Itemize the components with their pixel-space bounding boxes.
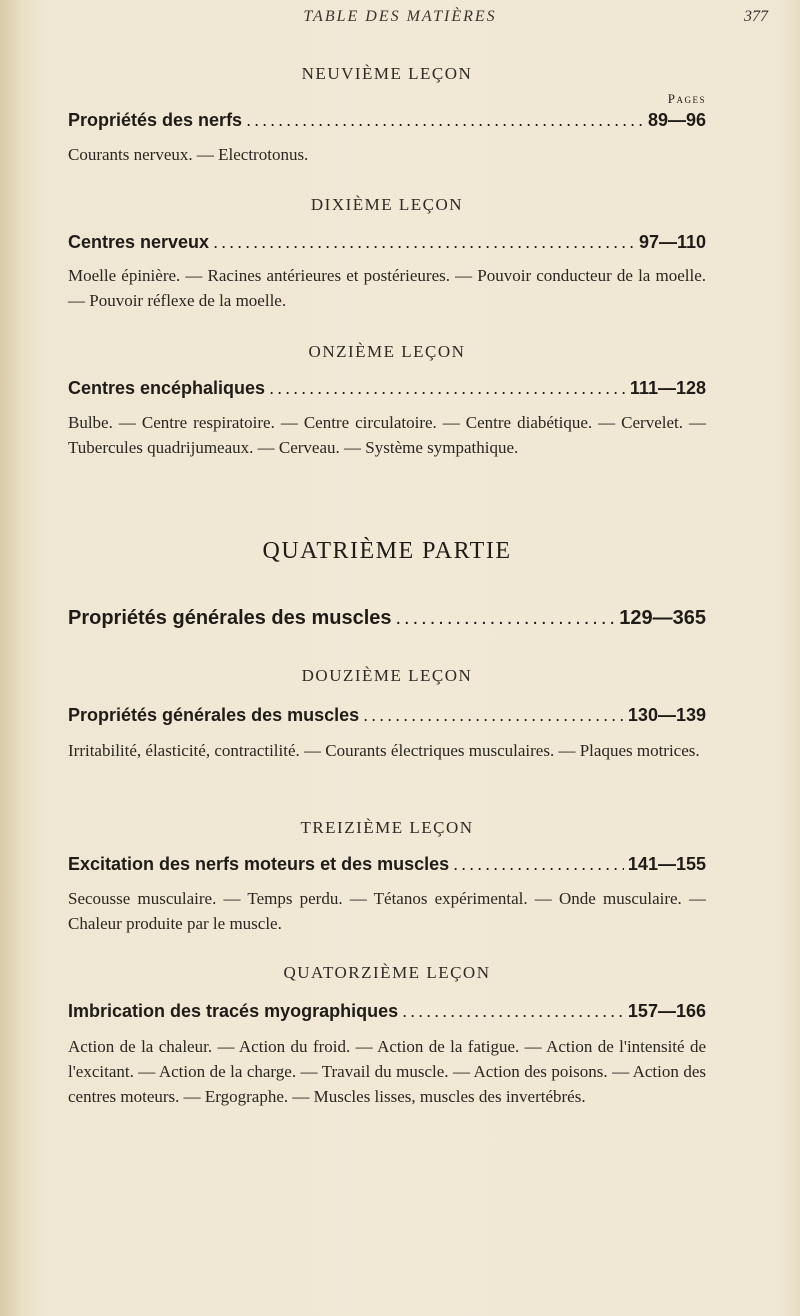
- entry-description: Irritabilité, élasticité, contractilité. — Courants électriques musculaires. — Plaques motrices.: [68, 741, 700, 760]
- entry-pages: 97—110: [638, 232, 706, 252]
- entry-title: Imbrication des tracés myographiques: [68, 1001, 399, 1021]
- entry-pages: 141—155: [627, 854, 706, 874]
- toc-entry: [68, 705, 706, 726]
- entry-description: Action de la chaleur. — Action du froid. — Action de la fatigue. — Action de l'intensité de l'excitant. — Action de la charge. — Travail du muscle. — Action des poisons. — Action des centres moteurs. — Ergographe. — Muscles lisses, muscles des invertébrés.: [68, 1037, 706, 1106]
- entry-title: Propriétés des nerfs: [68, 110, 243, 130]
- lecon-heading: ONZIÈME LEÇON: [308, 342, 466, 361]
- toc-entry: [68, 607, 706, 630]
- pages-label: Pages: [667, 91, 706, 106]
- entry-pages: 111—128: [629, 378, 706, 398]
- entry-title: Excitation des nerfs moteurs et des muscles: [68, 854, 450, 874]
- entry-title: Centres encéphaliques: [68, 378, 266, 398]
- page-header: [0, 6, 800, 30]
- leader-dots: [396, 607, 616, 630]
- lecon-heading: QUATORZIÈME LEÇON: [283, 963, 491, 982]
- entry-description: Moelle épinière. — Racines antérieures et postérieures. — Pouvoir conducteur de la moelle. — Pouvoir réflexe de la moelle.: [68, 266, 706, 310]
- entry-title: Centres nerveux: [68, 232, 210, 252]
- toc-entry: [68, 854, 706, 875]
- entry-description: Courants nerveux. — Electrotonus.: [68, 145, 309, 164]
- leader-dots: [402, 1001, 624, 1022]
- lecon-heading: DOUZIÈME LEÇON: [301, 666, 473, 685]
- leader-dots: [363, 705, 624, 726]
- entry-pages: 157—166: [627, 1001, 706, 1021]
- entry-pages: 130—139: [627, 705, 706, 725]
- toc-entry: [68, 378, 706, 399]
- lecon-heading: NEUVIÈME LEÇON: [301, 64, 473, 83]
- running-title: TABLE DES MATIÈRES: [303, 8, 497, 25]
- leader-dots: [213, 232, 635, 253]
- leader-dots: [269, 378, 626, 399]
- entry-description: Secousse musculaire. — Temps perdu. — Tétanos expérimental. — Onde musculaire. — Chaleur produite par le muscle.: [68, 889, 706, 933]
- lecon-heading: DIXIÈME LEÇON: [310, 195, 464, 214]
- part-title: QUATRIÈME PARTIE: [262, 538, 512, 564]
- lecon-heading: TREIZIÈME LEÇON: [300, 818, 474, 837]
- entry-pages: 89—96: [647, 110, 706, 130]
- toc-entry: [68, 1001, 706, 1022]
- entry-title: Propriétés générales des muscles: [68, 705, 360, 725]
- entry-description: Bulbe. — Centre respiratoire. — Centre circulatoire. — Centre diabétique. — Cervelet. — Tubercules quadrijumeaux. — Cerveau. — Système sympathique.: [68, 413, 706, 457]
- entry-title: Propriétés générales des muscles: [68, 607, 392, 629]
- toc-entry: [68, 232, 706, 253]
- leader-dots: [453, 854, 624, 875]
- leader-dots: [246, 110, 644, 131]
- toc-entry: [68, 110, 706, 131]
- page-number: 377: [744, 8, 768, 25]
- entry-pages: 129—365: [619, 607, 706, 629]
